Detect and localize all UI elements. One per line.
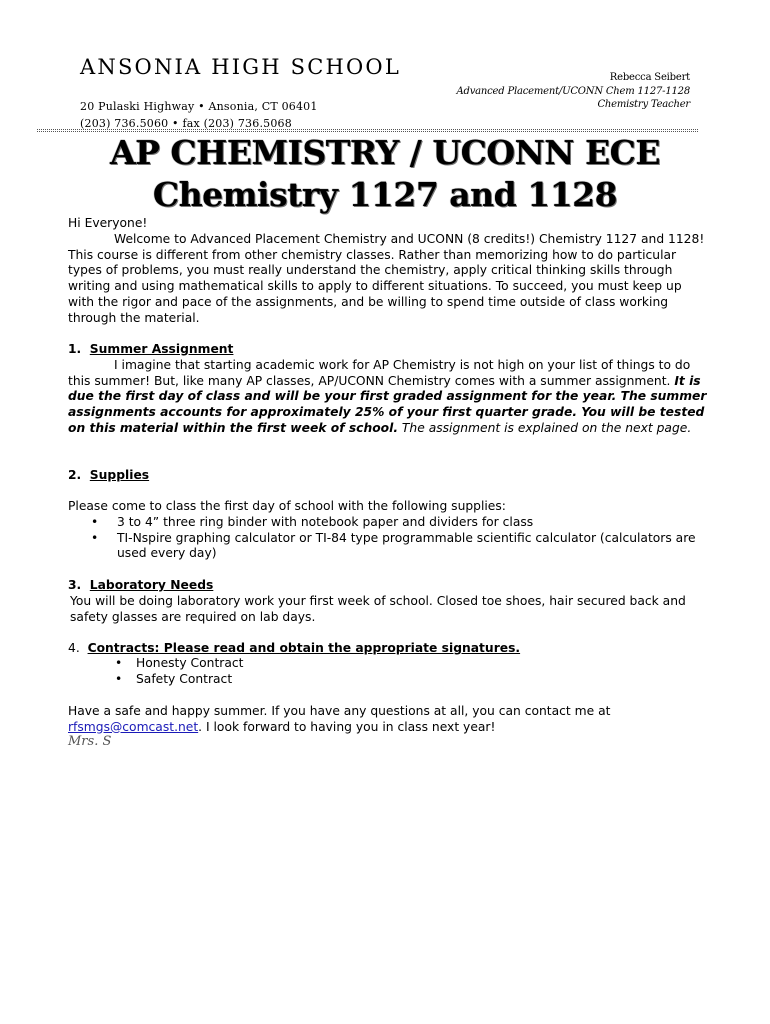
list-item — [86, 515, 706, 531]
school-phone-fax: (203) 736.5060 • fax (203) 736.5068 — [80, 117, 292, 130]
list-item — [86, 531, 706, 562]
header-divider-2 — [37, 131, 698, 132]
section-number: 4. — [68, 641, 80, 655]
closing-text-end: . I look forward to having you in class next year! — [198, 719, 496, 734]
teacher-role: Chemistry Teacher — [597, 99, 690, 110]
header-divider — [37, 129, 698, 130]
summer-text: I imagine that starting academic work for AP Chemistry is not high on your list of things to do this summer! But, like many AP classes, AP/UCONN Chemistry comes with a summer assignment. — [68, 358, 691, 388]
section-title: Laboratory Needs — [89, 578, 214, 592]
section-number: 2. — [68, 468, 82, 482]
teacher-course: Advanced Placement/UCONN Chem 1127-1128 — [456, 86, 690, 97]
bullet-icon: • — [91, 530, 99, 545]
email-link[interactable]: rfsmgs@comcast.net — [68, 719, 199, 734]
page-title: AP CHEMISTRY / UCONN ECE — [109, 133, 661, 172]
summer-note: The assignment is explained on the next page. — [398, 420, 692, 435]
section-title: Supplies — [89, 468, 150, 482]
bullet-icon: • — [115, 656, 123, 670]
bullet-icon: • — [91, 515, 99, 529]
school-name: ANSONIA HIGH SCHOOL — [80, 55, 401, 79]
list-item — [112, 672, 243, 688]
supply-item-text: 3 to 4” three ring binder with notebook paper and dividers for class — [117, 515, 534, 529]
signature: Mrs. S — [68, 734, 112, 749]
list-item — [112, 656, 243, 672]
section-title: Contracts: Please read and obtain the appropriate signatures. — [87, 641, 521, 655]
teacher-name: Rebecca Seibert — [609, 72, 690, 83]
supplies-list — [86, 515, 706, 562]
contracts-list — [112, 656, 243, 687]
section-title: Summer Assignment — [89, 342, 234, 356]
section-heading-laboratory-needs — [68, 578, 708, 594]
intro-paragraph: Welcome to Advanced Placement Chemistry and UCONN (8 credits!) Chemistry 1127 and 1128! This course is different from other chemistry classes. Rather than memorizing how to do particular types of problems, you must really understand the chemistry, apply critical thinking skills through writing and using mathematical skills to apply to different situations. To succeed, you must keep up with the rigor and pace of the assignments, and be willing to spend time outside of class working through the material. — [68, 232, 705, 325]
contract-item-text: Safety Contract — [136, 671, 233, 686]
summer-emphasis: It is due the first day of class and will be your first graded assignment for the year. The summer assignments accounts for approximately 25% of your first quarter grade. You will be tested on this material within the first week of school. — [68, 373, 707, 435]
school-address: 20 Pulaski Highway • Ansonia, CT 06401 — [80, 100, 318, 113]
section-number: 1. — [68, 342, 82, 356]
section-heading-supplies — [68, 468, 708, 484]
closing-paragraph — [68, 704, 708, 735]
closing-text: Have a safe and happy summer. If you have any questions at all, you can contact me at — [68, 704, 611, 718]
laboratory-paragraph: You will be doing laboratory work your first week of school. Closed toe shoes, hair secured back and safety glasses are required on lab days. — [70, 594, 686, 624]
greeting: Hi Everyone! — [68, 216, 148, 230]
page-subtitle: Chemistry 1127 and 1128 — [152, 175, 618, 214]
section-heading-summer-assignment — [68, 342, 708, 358]
supply-item-text: TI-Nspire graphing calculator or TI-84 type programmable scientific calculator (calculators are used every day) — [117, 530, 696, 561]
contract-item-text: Honesty Contract — [136, 656, 244, 670]
section-number: 3. — [68, 578, 82, 592]
section-heading-contracts — [68, 641, 708, 657]
supplies-intro: Please come to class the first day of school with the following supplies: — [68, 499, 506, 513]
summer-assignment-paragraph — [68, 358, 708, 437]
bullet-icon: • — [115, 671, 123, 686]
